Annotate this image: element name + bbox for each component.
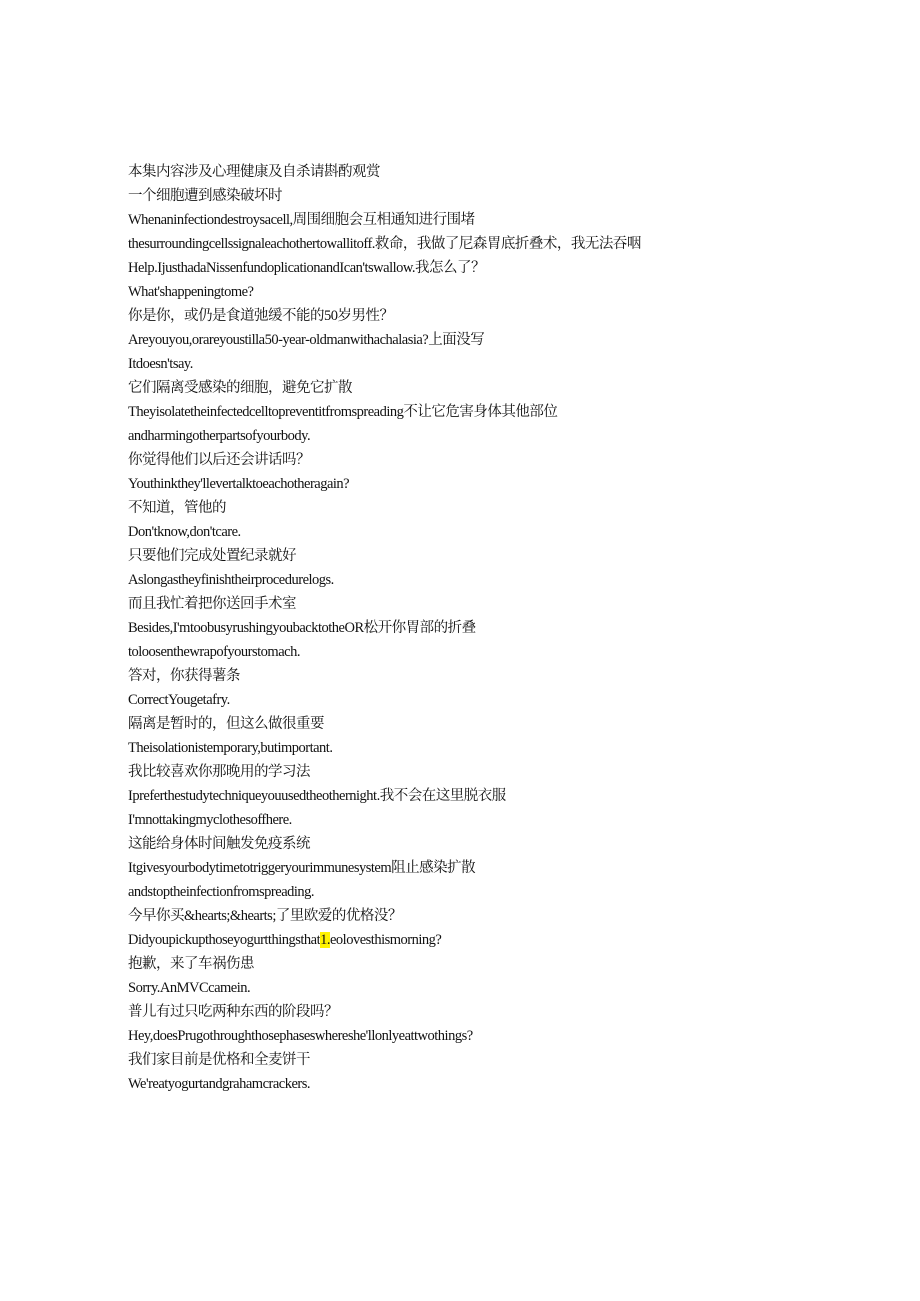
text-line: toloosenthewrapofyourstomach. [128,644,300,660]
text-line: Ipreferthestudytechniqueyouusedtheothernight.我不会在这里脱衣服 [128,788,506,804]
text-line: 一个细胞遭到感染破坏时 [128,188,282,204]
text-line: Don'tknow,don'tcare. [128,524,241,540]
text-line: Hey,doesPrugothroughthosephaseswhereshe'llonlyeattwothings? [128,1028,473,1044]
text-line: 普儿有过只吃两种东西的阶段吗？ [128,1004,338,1020]
text-line: Itdoesn'tsay. [128,356,193,372]
text-line: Whenaninfectiondestroysacell,周围细胞会互相通知进行围堵 [128,212,475,228]
text-fragment: Didyoupickupthoseyogurtthingsthat [128,932,321,948]
subtitle-text-block [128,160,888,1096]
text-line: Theisolationistemporary,butimportant. [128,740,333,756]
text-line: 这能给身体时间触发免疫系统 [128,836,310,852]
text-line: Theyisolatetheinfectedcelltopreventitfromspreading不让它危害身体其他部位 [128,404,558,420]
highlighted-fragment: 1. [320,932,330,948]
text-line: Itgivesyourbodytimetotriggeryourimmunesystem阻止感染扩散 [128,860,476,876]
text-line: 你是你，或仍是食道弛缓不能的50岁男性？ [128,308,394,324]
text-line: 今早你买&hearts;&hearts;了里欧爱的优格没？ [128,908,402,924]
text-line: andstoptheinfectionfromspreading. [128,884,315,900]
text-line: thesurroundingcellssignaleachothertowallitoff.救命，我做了尼森胃底折叠术，我无法吞咽 [128,236,641,252]
text-line: 不知道，管他的 [128,500,226,516]
text-line: Areyouyou,orareyoustilla50-year-oldmanwithachalasia?上面没写 [128,332,485,348]
text-line: 只要他们完成处置纪录就好 [128,548,296,564]
text-line: Aslongastheyfinishtheirprocedurelogs. [128,572,334,588]
text-line: Sorry.AnMVCcamein. [128,980,251,996]
text-line: We'reatyogurtandgrahamcrackers. [128,1076,310,1092]
text-fragment: eolovesthismorning? [330,932,442,948]
text-line: 而且我忙着把你送回手术室 [128,596,296,612]
text-line: 隔离是暂时的，但这么做很重要 [128,716,324,732]
text-line: CorrectYougetafry. [128,692,230,708]
text-line: 你觉得他们以后还会讲话吗？ [128,452,310,468]
text-line: 答对，你获得薯条 [128,668,240,684]
text-line: Youthinkthey'llevertalktoeachotheragain? [128,476,350,492]
text-line: 我比较喜欢你那晚用的学习法 [128,764,310,780]
text-line: Help.IjusthadaNissenfundoplicationandIcan'tswallow.我怎么了？ [128,260,486,276]
text-line: Besides,I'mtoobusyrushingyoubacktotheOR松开你胃部的折叠 [128,620,476,636]
text-line: I'mnottakingmyclothesoffhere. [128,812,292,828]
text-line: What'shappeningtome? [128,284,254,300]
text-line: 本集内容涉及心理健康及自杀请斟酌观赏 [128,164,380,180]
text-line: 我们家目前是优格和全麦饼干 [128,1052,310,1068]
highlighted-text-line [128,928,888,952]
text-line: 它们隔离受感染的细胞，避免它扩散 [128,380,352,396]
text-line: 抱歉，来了车祸伤患 [128,956,254,972]
text-line: andharmingotherpartsofyourbody. [128,428,311,444]
